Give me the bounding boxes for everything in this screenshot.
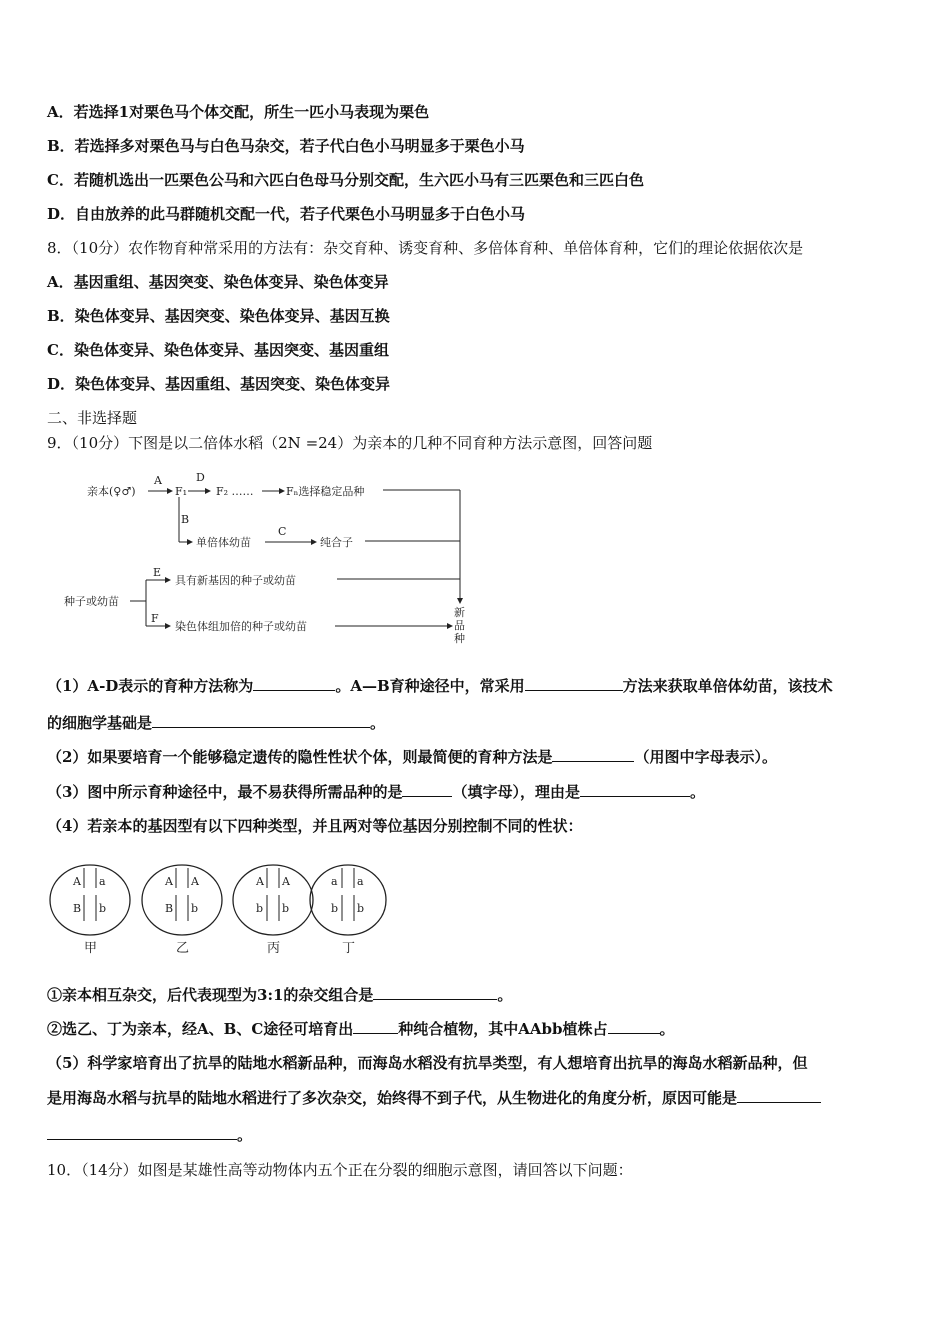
text: 是用海岛水稻与抗旱的陆地水稻进行了多次杂交，始终得不到子代，从生物进化的角度分析，原因可能是 — [47, 1089, 738, 1107]
answer-blank[interactable] — [253, 676, 335, 691]
cell-甲 — [50, 865, 130, 956]
section-heading: 二、非选择题 — [47, 409, 138, 427]
diagram-label-e: E — [153, 566, 162, 579]
diagram-newgene: 具有新基因的种子或幼苗 — [175, 574, 296, 587]
allele-label: A — [73, 875, 81, 888]
cell-outline — [142, 865, 222, 935]
cell-outline — [233, 865, 313, 935]
answer-blank[interactable] — [47, 1125, 237, 1140]
answer-blank[interactable] — [552, 747, 634, 762]
diagram-seed: 种子或幼苗 — [64, 595, 119, 608]
q9-part5-end — [47, 1125, 252, 1145]
diagram-label-d: D — [196, 471, 205, 484]
cell-label: 丁 — [342, 941, 356, 956]
q9-part3 — [47, 782, 705, 802]
q8-option-a: A．基因重组、基因突变、染色体变异、染色体变异 — [47, 273, 389, 291]
text: ①亲本相互杂交，后代表现型为3:1的杂交组合是 — [47, 986, 374, 1004]
cell-丙 — [233, 865, 313, 956]
allele-label: b — [331, 902, 339, 915]
diagram-label-c: C — [278, 525, 287, 538]
q8-stem: 8．（10分）农作物育种常采用的方法有：杂交育种、诱变育种、多倍体育种、单倍体育种，它们的理论依据依次是 — [47, 239, 804, 257]
text: 。 — [689, 783, 705, 801]
allele-label: b — [256, 902, 264, 915]
q10-stem: 10．（14分）如图是某雄性高等动物体内五个正在分裂的细胞示意图，请回答以下问题： — [47, 1161, 633, 1179]
answer-blank[interactable] — [402, 782, 452, 797]
q7-option-c: C．若随机选出一匹栗色公马和六匹白色母马分别交配，生六匹小马有三匹栗色和三匹白色 — [47, 171, 644, 189]
q8-option-d: D．染色体变异、基因重组、基因突变、染色体变异 — [47, 375, 391, 393]
q9-part5: （5）科学家培育出了抗旱的陆地水稻新品种，而海岛水稻没有抗旱类型，有人想培育出抗旱的海岛水稻新品种，但 — [47, 1054, 808, 1072]
allele-label: B — [165, 902, 174, 915]
q7-option-b: B．若选择多对栗色马与白色马杂交，若子代白色小马明显多于栗色小马 — [47, 137, 525, 155]
diagram-fn: Fₙ选择稳定品种 — [286, 485, 365, 498]
allele-label: A — [256, 875, 264, 888]
diagram-label-f: F — [151, 612, 159, 625]
diagram-pure: 纯合子 — [320, 536, 353, 549]
diagram-newvar-3: 种 — [454, 632, 465, 645]
answer-blank[interactable] — [580, 782, 690, 797]
diagram-label-b: B — [181, 513, 190, 526]
allele-label: b — [99, 902, 107, 915]
diagram-f1: F₁ — [175, 485, 188, 498]
allele-label: a — [331, 875, 338, 888]
allele-label: a — [99, 875, 106, 888]
text: （1）A-D表示的育种方法称为 — [47, 677, 254, 695]
text: （2）如果要培育一个能够稳定遗传的隐性性状个体，则最简便的育种方法是 — [47, 748, 553, 766]
q7-option-a: A．若选择1对栗色马个体交配，所生一匹小马表现为栗色 — [47, 103, 430, 121]
q9-part1 — [47, 676, 833, 696]
cell-label: 乙 — [176, 941, 190, 956]
text: ②选乙、丁为亲本，经A、B、C途径可培育出 — [47, 1020, 354, 1038]
cell-label: 甲 — [84, 941, 98, 956]
q9-part4: （4）若亲本的基因型有以下四种类型，并且两对等位基因分别控制不同的性状： — [47, 817, 583, 835]
text: 的细胞学基础是 — [47, 714, 153, 732]
cell-outline — [50, 865, 130, 935]
allele-label: A — [165, 875, 173, 888]
allele-label: b — [282, 902, 290, 915]
diagram-doubled: 染色体组加倍的种子或幼苗 — [175, 620, 307, 633]
allele-label: A — [282, 875, 290, 888]
diagram-label-a: A — [154, 474, 162, 487]
text: （用图中字母表示）。 — [634, 748, 777, 766]
text: （填字母），理由是 — [452, 783, 580, 801]
q9-part2 — [47, 747, 777, 767]
allele-label: a — [357, 875, 364, 888]
cell-丁 — [310, 865, 386, 956]
answer-blank[interactable] — [737, 1088, 821, 1103]
diagram-parent: 亲本(♀♂) — [87, 485, 136, 498]
cell-label: 丙 — [267, 941, 281, 956]
q8-option-c: C．染色体变异、染色体变异、基因突变、基因重组 — [47, 341, 389, 359]
diagram-newvar-1: 新 — [454, 606, 465, 619]
text: 。 — [237, 1126, 253, 1144]
q9-part5-cont — [47, 1088, 821, 1108]
q9-part1-cont — [47, 713, 385, 733]
genotype-cells — [45, 855, 435, 965]
q9-sub1 — [47, 985, 512, 1005]
text: 。 — [659, 1020, 675, 1038]
q7-option-d: D．自由放养的此马群随机交配一代，若子代栗色小马明显多于白色小马 — [47, 205, 526, 223]
cell-乙 — [142, 865, 222, 956]
allele-label: b — [191, 902, 199, 915]
text: 。A—B育种途径中，常采用 — [335, 677, 525, 695]
allele-label: b — [357, 902, 365, 915]
allele-label: B — [73, 902, 82, 915]
text: 。 — [497, 986, 513, 1004]
answer-blank[interactable] — [373, 985, 497, 1000]
text: 。 — [370, 714, 386, 732]
q9-stem: 9．（10分）下图是以二倍体水稻（2N =24）为亲本的几种不同育种方法示意图，回答问题 — [47, 434, 653, 452]
text: 方法来获取单倍体幼苗，该技术 — [622, 677, 833, 695]
diagram-newvar-2: 品 — [454, 619, 465, 632]
answer-blank[interactable] — [152, 713, 370, 728]
answer-blank[interactable] — [525, 676, 623, 691]
diagram-haploid: 单倍体幼苗 — [196, 536, 251, 549]
allele-label: A — [191, 875, 199, 888]
q8-option-b: B．染色体变异、基因突变、染色体变异、基因互换 — [47, 307, 390, 325]
breeding-diagram — [50, 465, 480, 650]
cell-outline — [310, 865, 386, 935]
diagram-f2: F₂ …… — [216, 485, 254, 498]
text: （3）图中所示育种途径中，最不易获得所需品种的是 — [47, 783, 403, 801]
text: 种纯合植物，其中AAbb植株占 — [398, 1020, 608, 1038]
answer-blank[interactable] — [353, 1019, 398, 1034]
answer-blank[interactable] — [608, 1019, 660, 1034]
q9-sub2 — [47, 1019, 675, 1039]
